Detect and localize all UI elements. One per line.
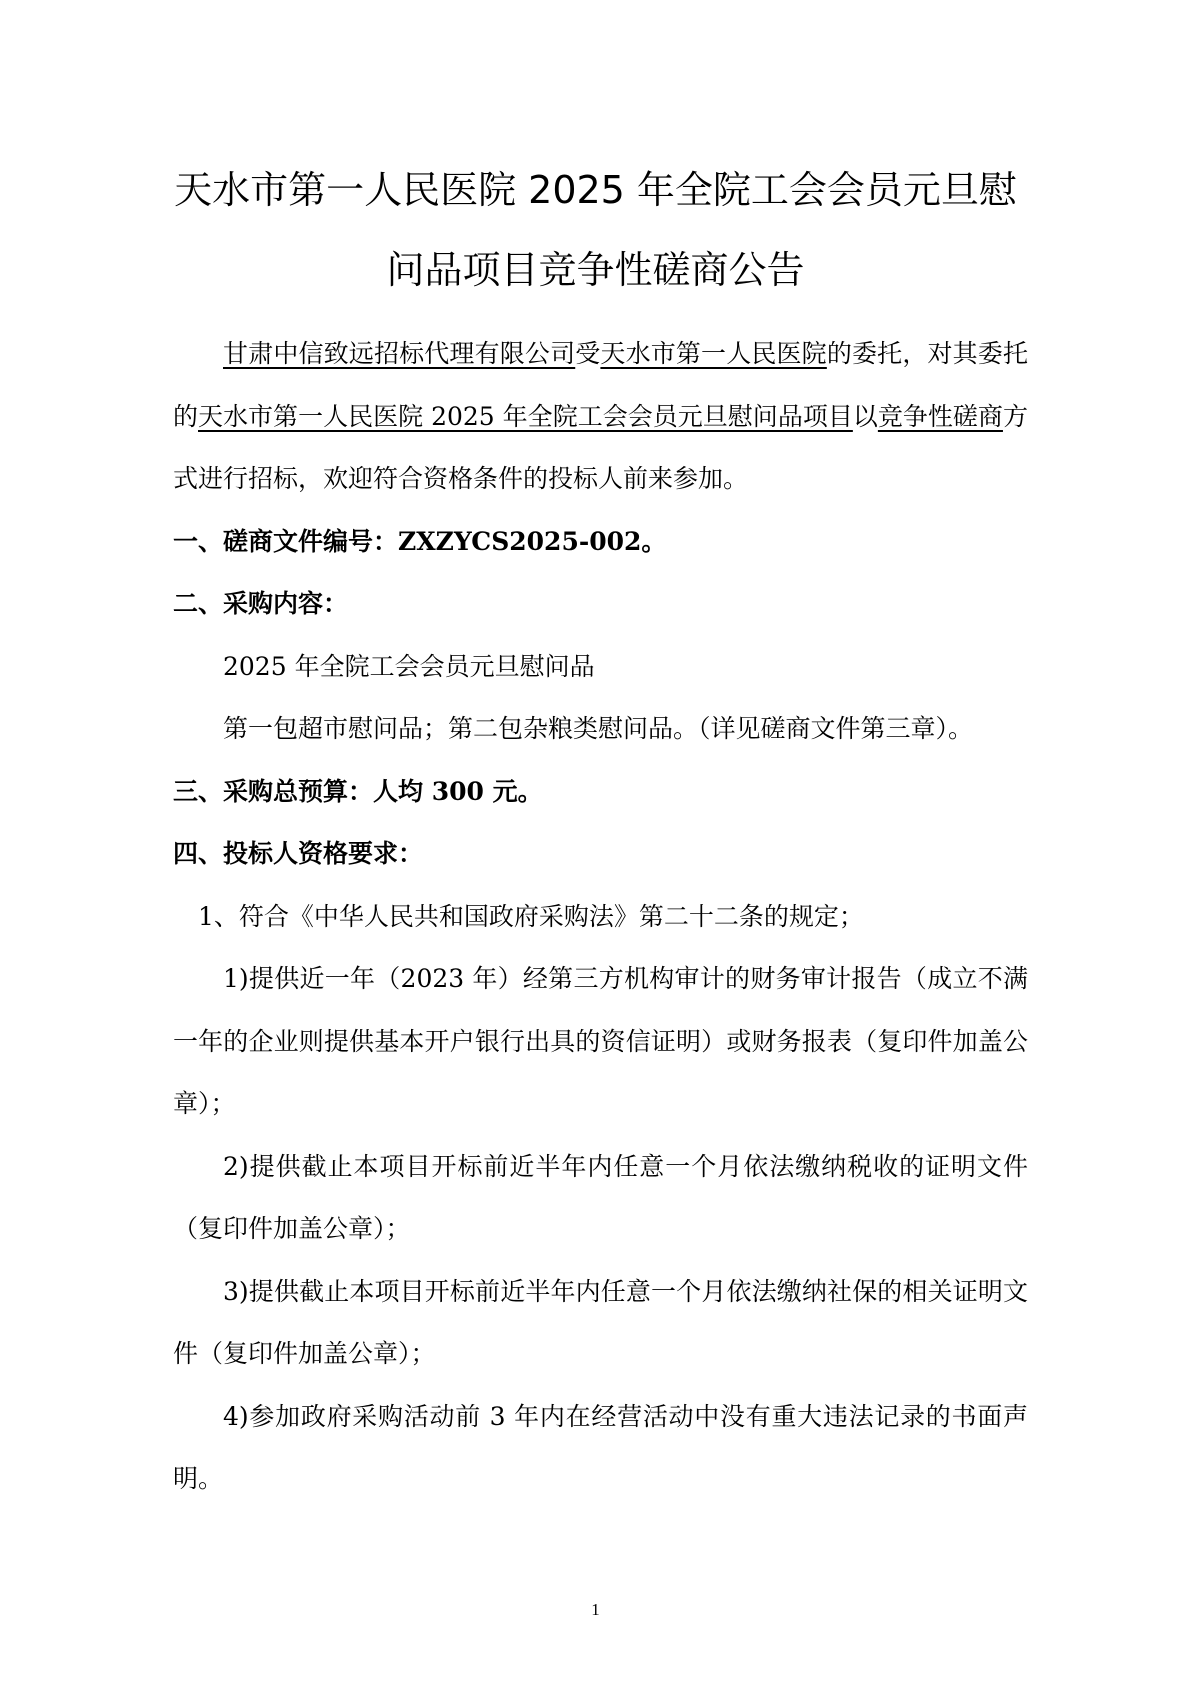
document-title	[150, 150, 1041, 310]
client-name: 天水市第一人民医院	[600, 339, 827, 368]
title-line-2: 问品项目竞争性磋商公告	[386, 248, 805, 292]
project-name: 天水市第一人民医院 2025 年全院工会会员元旦慰问品项目	[198, 401, 853, 431]
section-4-sub-2: 2)提供截止本项目开标前近半年内任意一个月依法缴纳税收的证明文件（复印件加盖公章）；	[173, 1151, 1028, 1243]
section-2-line-1: 2025 年全院工会会员元旦慰问品	[223, 651, 595, 681]
intro-text-2: 的委托，对其委托的	[173, 339, 1028, 431]
section-4-sub-4: 4)参加政府采购活动前 3 年内在经营活动中没有重大违法记录的书面声明。	[173, 1401, 1028, 1493]
intro-text-4: 方式进行招标，欢迎符合资格条件的投标人前来参加。	[173, 401, 1028, 493]
section-4-heading: 四、投标人资格要求：	[173, 839, 424, 868]
section-4-item-1: 1、符合《中华人民共和国政府采购法》第二十二条的规定；	[198, 901, 864, 931]
intro-text-3: 以	[852, 401, 878, 431]
intro-text-1: 受	[575, 339, 601, 368]
agent-name: 甘肃中信致远招标代理有限公司	[223, 339, 576, 368]
section-2-line-2: 第一包超市慰问品；第二包杂粮类慰问品。（详见磋商文件第三章）。	[223, 714, 974, 743]
section-2-heading: 二、采购内容：	[173, 589, 349, 618]
procurement-method: 竞争性磋商	[877, 401, 1003, 431]
intro-paragraph	[173, 323, 1028, 511]
section-4-sub-3: 3)提供截止本项目开标前近半年内任意一个月依法缴纳社保的相关证明文件（复印件加盖公章）；	[173, 1276, 1028, 1368]
section-3-heading: 三、采购总预算：人均 300 元。	[173, 776, 543, 806]
section-4-sub-1: 1)提供近一年（2023 年）经第三方机构审计的财务审计报告（成立不满一年的企业则提供基本开户银行出具的资信证明）或财务报表（复印件加盖公章）；	[173, 964, 1028, 1118]
section-1-heading: 一、磋商文件编号：ZXZYCS2025-002。	[173, 526, 667, 556]
title-line-1: 天水市第一人民医院 2025 年全院工会会员元旦慰	[174, 168, 1017, 212]
document-body	[173, 323, 1028, 1511]
page-number: 1	[591, 1600, 600, 1619]
